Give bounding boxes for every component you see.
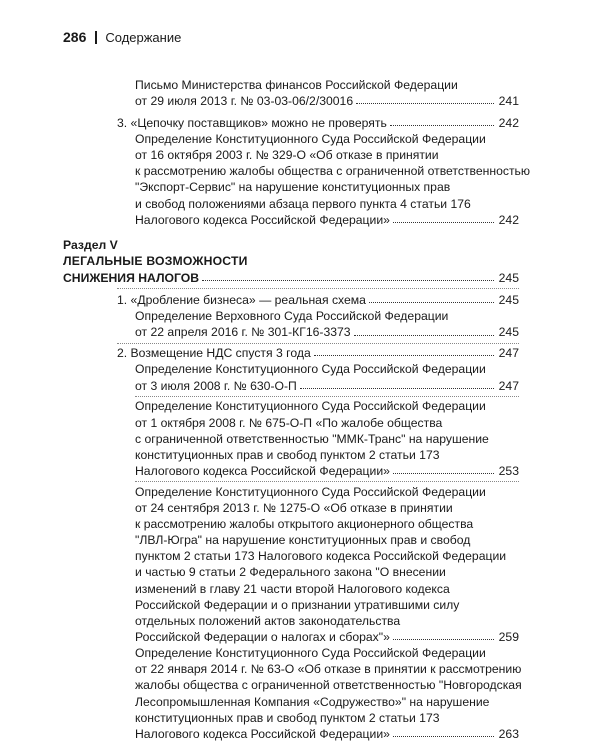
- toc-page-number: 245: [498, 293, 519, 308]
- header-divider: [95, 31, 97, 44]
- toc-item-title: 2. Возмещение НДС спустя 3 года: [117, 346, 311, 361]
- toc-page-number: 245: [498, 270, 519, 285]
- toc-doc-line: от 22 января 2014 г. № 63-О «Об отказе в принятии к рассмотрению: [135, 662, 522, 677]
- dot-leader: [202, 280, 494, 281]
- dot-leader: [393, 473, 494, 474]
- toc-doc-line: конституционных прав и свобод пунктом 2 статьи 173: [135, 447, 440, 462]
- toc-doc-entry[interactable]: [135, 324, 519, 340]
- toc-page-number: 247: [498, 378, 519, 393]
- toc-page-number: 247: [498, 346, 519, 361]
- toc-entry-text: от 22 апреля 2016 г. № 301-КГ16-3373: [135, 325, 351, 340]
- toc-doc-line: Определение Конституционного Суда Российской Федерации: [135, 362, 486, 377]
- toc-page-number: 263: [498, 726, 519, 741]
- toc-entry-text: Налогового кодекса Российской Федерации»: [135, 212, 390, 227]
- toc-item-1[interactable]: [117, 292, 519, 308]
- toc-doc-line: и свобод положениями абзаца первого пункта 4 статьи 176: [135, 196, 471, 211]
- toc-doc-line: Определение Конституционного Суда Российской Федерации: [135, 484, 486, 499]
- toc-doc-entry[interactable]: [135, 378, 519, 394]
- toc-doc-line: отдельных положений актов законодательства: [135, 613, 401, 628]
- toc-doc-line: Определение Конституционного Суда Российской Федерации: [135, 132, 486, 147]
- separator: [135, 396, 519, 397]
- header-title: Содержание: [105, 29, 182, 45]
- toc-item-title: 3. «Цепочку поставщиков» можно не проверять: [117, 115, 387, 130]
- toc-doc-line: и частью 9 статьи 2 Федерального закона "О внесении: [135, 565, 446, 580]
- toc-doc-line: к рассмотрению жалобы открытого акционерного общества: [135, 517, 474, 532]
- toc-page-number: 259: [498, 630, 519, 645]
- dot-leader: [314, 355, 494, 356]
- section-title-line2: СНИЖЕНИЯ НАЛОГОВ: [63, 270, 200, 285]
- toc-doc-line: Определение Верховного Суда Российской Федерации: [135, 309, 449, 324]
- toc-doc-line: изменений в главу 21 части второй Налогового кодекса: [135, 581, 450, 596]
- section-title-entry[interactable]: [63, 270, 519, 286]
- toc-doc-line: Определение Конституционного Суда Российской Федерации: [135, 646, 486, 661]
- toc-doc-entry[interactable]: [135, 726, 519, 742]
- toc-item-2[interactable]: [117, 345, 519, 361]
- toc-page-number: 245: [498, 325, 519, 340]
- toc-page-number: 241: [498, 94, 519, 109]
- toc-doc-entry[interactable]: [135, 212, 519, 228]
- toc-doc-line: с ограниченной ответственностью "ММК-Транс" на нарушение: [135, 431, 489, 446]
- toc-doc-line: к рассмотрению жалобы общества с ограниченной ответственностью: [135, 164, 531, 179]
- toc-entry-text: Налогового кодекса Российской Федерации»: [135, 463, 390, 478]
- page-number: 286: [63, 29, 87, 45]
- toc-doc-line: от 24 сентября 2013 г. № 1275-О «Об отказе в принятии: [135, 500, 453, 515]
- toc-doc-entry[interactable]: [135, 463, 519, 479]
- section-title-line1: ЛЕГАЛЬНЫЕ ВОЗМОЖНОСТИ: [63, 254, 248, 269]
- toc-doc-line: от 1 октября 2008 г. № 675-О-П «По жалобе общества: [135, 415, 443, 430]
- section-label: Раздел V: [63, 238, 118, 253]
- toc-page-number: 253: [498, 463, 519, 478]
- toc-doc-line: пунктом 2 статьи 173 Налогового кодекса Российской Федерации: [135, 549, 507, 564]
- toc-doc-line: Письмо Министерства финансов Российской Федерации: [135, 78, 458, 92]
- toc-item-title: 1. «Дробление бизнеса» — реальная схема: [117, 293, 366, 308]
- dot-leader: [393, 222, 494, 223]
- toc-doc-line: "ЛВЛ-Югра" на нарушение конституционных прав и свобод: [135, 533, 471, 548]
- toc-item-3[interactable]: [117, 115, 519, 131]
- separator: [135, 481, 519, 482]
- toc-page-number: 242: [498, 115, 519, 130]
- toc-doc-entry[interactable]: [135, 629, 519, 645]
- dot-leader: [356, 103, 494, 104]
- dot-leader: [354, 335, 494, 336]
- dot-leader: [300, 388, 494, 389]
- toc-entry-text: от 29 июля 2013 г. № 03-03-06/2/30016: [135, 94, 354, 109]
- toc-doc-line: "Экспорт-Сервис" на нарушение конституционных прав: [135, 180, 451, 195]
- running-header: [63, 29, 181, 45]
- toc-entry-text: от 3 июля 2008 г. № 630-О-П: [135, 378, 297, 393]
- dot-leader: [369, 302, 494, 303]
- toc-doc-line: жалобы общества с ограниченной ответственностью "Новгородская: [135, 678, 522, 693]
- toc-entry-text: Российской Федерации о налогах и сборах"»: [135, 630, 390, 645]
- dot-leader: [393, 736, 494, 737]
- separator: [117, 343, 519, 344]
- toc-entry-text: Налогового кодекса Российской Федерации»: [135, 726, 390, 741]
- toc-doc-line: Определение Конституционного Суда Российской Федерации: [135, 399, 486, 414]
- separator: [117, 288, 519, 289]
- toc-doc-line: Российской Федерации и о признании утратившими силу: [135, 597, 460, 612]
- toc-page-number: 242: [498, 212, 519, 227]
- toc-doc-line: конституционных прав и свобод пунктом 2 статьи 173: [135, 710, 440, 725]
- toc-doc-entry[interactable]: [135, 93, 519, 109]
- toc-doc-line: от 16 октября 2003 г. № 329-О «Об отказе в принятии: [135, 148, 439, 163]
- toc-doc-line: Лесопромышленная Компания «Содружество»" на нарушение: [135, 694, 490, 709]
- dot-leader: [390, 125, 494, 126]
- dot-leader: [393, 639, 494, 640]
